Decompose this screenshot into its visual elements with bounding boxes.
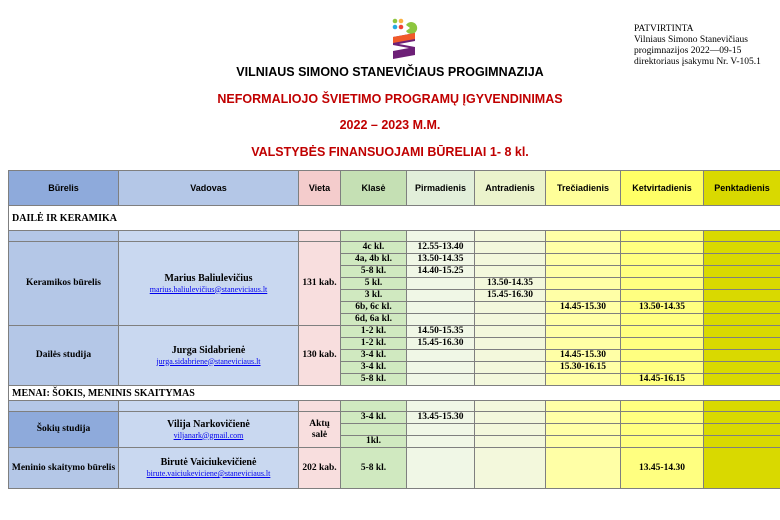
class-cell: 3-4 kl.: [341, 362, 407, 374]
friday-cell: [704, 242, 780, 254]
monday-cell: 14.50-15.35: [407, 326, 475, 338]
wednesday-cell: [546, 242, 621, 254]
spacer-cell: [341, 231, 407, 242]
thursday-cell: 13.45-14.30: [621, 448, 704, 489]
class-cell: 6b, 6c kl.: [341, 302, 407, 314]
spacer-cell: [475, 231, 546, 242]
class-cell: 4a, 4b kl.: [341, 254, 407, 266]
section-row: [9, 386, 780, 401]
class-cell: [341, 424, 407, 436]
col-header-burelis: Būrelis: [9, 171, 119, 206]
friday-cell: [704, 448, 780, 489]
friday-cell: [704, 374, 780, 386]
friday-cell: [704, 412, 780, 424]
spacer-cell: [546, 401, 621, 412]
spacer-cell: [621, 231, 704, 242]
school-year: 2022 – 2023 M.M.: [339, 118, 441, 132]
teacher-cell: [119, 448, 299, 489]
school-logo: [389, 17, 419, 61]
monday-cell: 13.45-15.30: [407, 412, 475, 424]
friday-cell: [704, 254, 780, 266]
friday-cell: [704, 314, 780, 326]
tuesday-cell: [475, 350, 546, 362]
tuesday-cell: [475, 254, 546, 266]
logo-dot-icon: [393, 19, 398, 24]
col-header-penktadienis: Penktadienis: [704, 171, 780, 206]
friday-cell: [704, 290, 780, 302]
monday-cell: [407, 362, 475, 374]
class-cell: 1-2 kl.: [341, 326, 407, 338]
club-name: Dailės studija: [9, 326, 119, 386]
friday-cell: [704, 302, 780, 314]
approval-note: PATVIRTINTA Vilniaus Simono Stanevičiaus progimnazijos 2022—09-15 direktoriaus įsakymu Nr. V-105.1: [634, 24, 761, 67]
thursday-cell: [621, 242, 704, 254]
spacer-cell: [119, 231, 299, 242]
teacher-name: Marius Baliulevičius: [164, 272, 253, 284]
club-name: Keramikos būrelis: [9, 242, 119, 326]
club-name: Meninio skaitymo būrelis: [9, 448, 119, 489]
class-cell: 3-4 kl.: [341, 412, 407, 424]
wednesday-cell: [546, 412, 621, 424]
wednesday-cell: [546, 326, 621, 338]
wednesday-cell: [546, 374, 621, 386]
class-cell: 1-2 kl.: [341, 338, 407, 350]
monday-cell: 13.50-14.35: [407, 254, 475, 266]
tuesday-cell: [475, 314, 546, 326]
section-label: DAILĖ IR KERAMIKA: [9, 206, 780, 231]
wednesday-cell: [546, 314, 621, 326]
col-header-vadovas: Vadovas: [119, 171, 299, 206]
logo-leaf-icon: [406, 22, 417, 34]
table-header-row: [9, 171, 780, 206]
col-header-klase: Klasė: [341, 171, 407, 206]
tuesday-cell: [475, 362, 546, 374]
teacher-email-link[interactable]: marius.baliulevičius@staneviciaus.lt: [149, 284, 268, 294]
monday-cell: [407, 448, 475, 489]
monday-cell: [407, 278, 475, 290]
page-title: NEFORMALIOJO ŠVIETIMO PROGRAMŲ ĮGYVENDINIMAS: [217, 92, 563, 106]
wednesday-cell: [546, 278, 621, 290]
schedule-body: [9, 206, 780, 489]
friday-cell: [704, 326, 780, 338]
wednesday-cell: [546, 436, 621, 448]
spacer-cell: [621, 401, 704, 412]
monday-cell: [407, 350, 475, 362]
thursday-cell: [621, 314, 704, 326]
spacer-cell: [299, 231, 341, 242]
wednesday-cell: 14.45-15.30: [546, 350, 621, 362]
wednesday-cell: [546, 266, 621, 278]
friday-cell: [704, 266, 780, 278]
thursday-cell: 14.45-16.15: [621, 374, 704, 386]
school-name: VILNIAUS SIMONO STANEVIČIAUS PROGIMNAZIJA: [236, 65, 544, 79]
wednesday-cell: [546, 254, 621, 266]
tuesday-cell: 13.50-14.35: [475, 278, 546, 290]
wednesday-cell: [546, 338, 621, 350]
monday-cell: [407, 436, 475, 448]
tuesday-cell: [475, 412, 546, 424]
monday-cell: [407, 314, 475, 326]
logo-dot-icon: [393, 25, 398, 30]
spacer-row: [9, 231, 780, 242]
monday-cell: 14.40-15.25: [407, 266, 475, 278]
logo-dot-icon: [399, 25, 404, 30]
table-row: [9, 242, 780, 254]
club-name: Šokių studija: [9, 412, 119, 448]
class-cell: 5-8 kl.: [341, 374, 407, 386]
col-header-vieta: Vieta: [299, 171, 341, 206]
col-header-antradienis: Antradienis: [475, 171, 546, 206]
teacher-cell: [119, 326, 299, 386]
table-row: [9, 326, 780, 338]
tuesday-cell: [475, 338, 546, 350]
friday-cell: [704, 362, 780, 374]
friday-cell: [704, 338, 780, 350]
teacher-name: Vilija Narkovičienė: [167, 418, 250, 430]
tuesday-cell: [475, 436, 546, 448]
tuesday-cell: [475, 266, 546, 278]
monday-cell: 15.45-16.30: [407, 338, 475, 350]
monday-cell: [407, 424, 475, 436]
spacer-cell: [299, 401, 341, 412]
class-cell: 4c kl.: [341, 242, 407, 254]
table-row: [9, 448, 780, 489]
tuesday-cell: [475, 448, 546, 489]
spacer-cell: [9, 401, 119, 412]
room-label: Aktų salė: [299, 412, 341, 448]
thursday-cell: [621, 436, 704, 448]
spacer-cell: [546, 231, 621, 242]
thursday-cell: [621, 290, 704, 302]
tuesday-cell: 15.45-16.30: [475, 290, 546, 302]
class-cell: 3-4 kl.: [341, 350, 407, 362]
class-cell: 6d, 6a kl.: [341, 314, 407, 326]
spacer-cell: [407, 231, 475, 242]
logo-dot-icon: [399, 19, 404, 24]
teacher-email-link[interactable]: jurga.sidabriene@staneviciaus.lt: [156, 356, 261, 366]
thursday-cell: [621, 424, 704, 436]
tuesday-cell: [475, 326, 546, 338]
col-header-treciadienis: Trečiadienis: [546, 171, 621, 206]
monday-cell: [407, 374, 475, 386]
tuesday-cell: [475, 302, 546, 314]
teacher-cell: [119, 242, 299, 326]
class-cell: 5 kl.: [341, 278, 407, 290]
teacher-name: Jurga Sidabrienė: [171, 344, 246, 356]
page-subtitle: VALSTYBĖS FINANSUOJAMI BŪRELIAI 1- 8 kl.: [251, 145, 529, 159]
class-cell: 3 kl.: [341, 290, 407, 302]
thursday-cell: [621, 278, 704, 290]
spacer-cell: [475, 401, 546, 412]
spacer-cell: [704, 231, 780, 242]
thursday-cell: [621, 338, 704, 350]
wednesday-cell: [546, 448, 621, 489]
section-row: [9, 206, 780, 231]
friday-cell: [704, 278, 780, 290]
monday-cell: [407, 290, 475, 302]
wednesday-cell: [546, 424, 621, 436]
thursday-cell: [621, 362, 704, 374]
thursday-cell: [621, 254, 704, 266]
tuesday-cell: [475, 242, 546, 254]
teacher-email-link[interactable]: birute.vaiciukeviciene@staneviciaus.lt: [146, 469, 271, 478]
room-label: 130 kab.: [299, 326, 341, 386]
spacer-cell: [341, 401, 407, 412]
section-label: MENAI: ŠOKIS, MENINIS SKAITYMAS: [9, 386, 780, 401]
wednesday-cell: 15.30-16.15: [546, 362, 621, 374]
class-cell: 5-8 kl.: [341, 266, 407, 278]
thursday-cell: 13.50-14.35: [621, 302, 704, 314]
teacher-name: Birutė Vaiciukevičienė: [160, 457, 257, 468]
wednesday-cell: [546, 290, 621, 302]
spacer-cell: [407, 401, 475, 412]
room-label: 131 kab.: [299, 242, 341, 326]
thursday-cell: [621, 266, 704, 278]
teacher-email-link[interactable]: viljanark@gmail.com: [173, 430, 244, 440]
class-cell: 1kl.: [341, 436, 407, 448]
monday-cell: [407, 302, 475, 314]
friday-cell: [704, 350, 780, 362]
thursday-cell: [621, 350, 704, 362]
spacer-cell: [9, 231, 119, 242]
spacer-cell: [704, 401, 780, 412]
wednesday-cell: 14.45-15.30: [546, 302, 621, 314]
room-label: 202 kab.: [299, 448, 341, 489]
teacher-cell: [119, 412, 299, 448]
friday-cell: [704, 436, 780, 448]
friday-cell: [704, 424, 780, 436]
tuesday-cell: [475, 374, 546, 386]
spacer-cell: [119, 401, 299, 412]
col-header-ketvirtadienis: Ketvirtadienis: [621, 171, 704, 206]
thursday-cell: [621, 326, 704, 338]
schedule-table: [8, 170, 780, 489]
class-cell: 5-8 kl.: [341, 448, 407, 489]
tuesday-cell: [475, 424, 546, 436]
monday-cell: 12.55-13.40: [407, 242, 475, 254]
col-header-pirmadienis: Pirmadienis: [407, 171, 475, 206]
table-row: [9, 412, 780, 424]
thursday-cell: [621, 412, 704, 424]
spacer-row: [9, 401, 780, 412]
